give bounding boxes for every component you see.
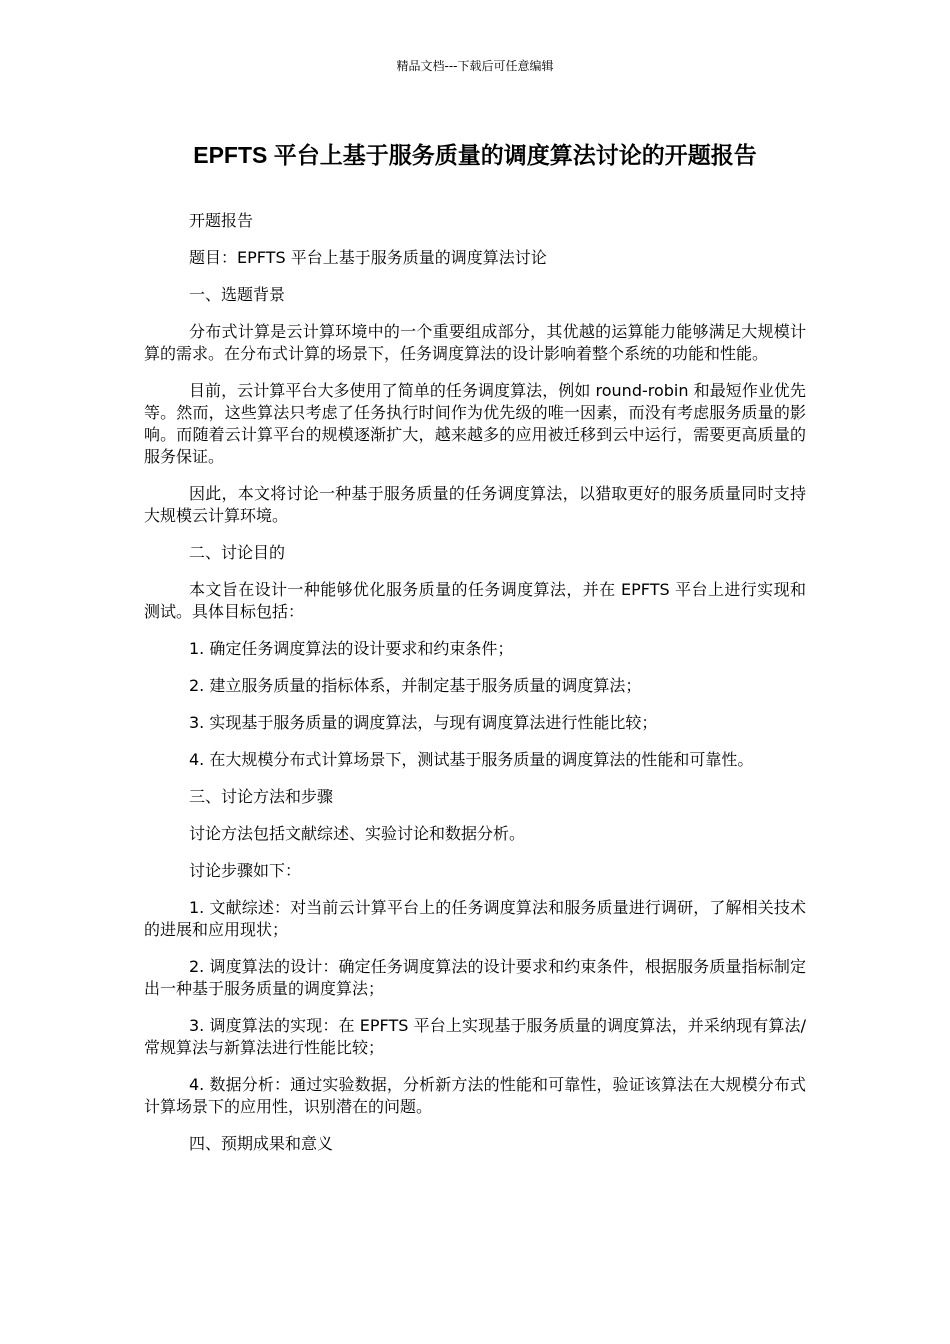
topic-line: 题目：EPFTS 平台上基于服务质量的调度算法讨论 [189, 248, 547, 267]
list-item: 3. 调度算法的实现：在 EPFTS 平台上实现基于服务质量的调度算法，并采纳现有算法/常规算法与新算法进行性能比较； [144, 1016, 806, 1057]
list-item: 3. 实现基于服务质量的调度算法，与现有调度算法进行性能比较； [189, 713, 658, 732]
list-item: 1. 确定任务调度算法的设计要求和约束条件； [189, 639, 514, 658]
paragraph: 目前，云计算平台大多使用了简单的任务调度算法，例如 round-robin 和最短作业优先等。然而，这些算法只考虑了任务执行时间作为优先级的唯一因素，而没有考虑服务质量的影响。而随着云计算平台的规模逐渐扩大，越来越多的应用被迁移到云中运行，需要更高质量的服务保证。 [144, 381, 806, 466]
section-heading-purpose: 二、讨论目的 [189, 543, 286, 562]
section-heading-methods: 三、讨论方法和步骤 [189, 787, 334, 806]
document-body [144, 210, 806, 1170]
section-heading-outcomes: 四、预期成果和意义 [189, 1134, 334, 1153]
header-note: 精品文档---下载后可任意编辑 [396, 59, 554, 73]
list-item: 2. 调度算法的设计：确定任务调度算法的设计要求和约束条件，根据服务质量指标制定出一种基于服务质量的调度算法； [144, 957, 806, 998]
paragraph: 本文旨在设计一种能够优化服务质量的任务调度算法，并在 EPFTS 平台上进行实现和测试。具体目标包括： [144, 580, 806, 621]
list-item: 4. 数据分析：通过实验数据，分析新方法的性能和可靠性，验证该算法在大规模分布式计算场景下的应用性，识别潜在的问题。 [144, 1075, 806, 1116]
list-item: 4. 在大规模分布式计算场景下，测试基于服务质量的调度算法的性能和可靠性。 [189, 750, 754, 769]
list-item: 1. 文献综述：对当前云计算平台上的任务调度算法和服务质量进行调研，了解相关技术的进展和应用现状； [144, 898, 806, 939]
section-label: 开题报告 [189, 211, 254, 230]
document-title: EPFTS 平台上基于服务质量的调度算法讨论的开题报告 [193, 142, 757, 168]
paragraph: 讨论步骤如下： [189, 861, 302, 880]
section-heading-background: 一、选题背景 [189, 285, 286, 304]
paragraph: 因此，本文将讨论一种基于服务质量的任务调度算法，以猎取更好的服务质量同时支持大规模云计算环境。 [144, 484, 806, 525]
paragraph: 讨论方法包括文献综述、实验讨论和数据分析。 [189, 824, 526, 843]
paragraph: 分布式计算是云计算环境中的一个重要组成部分，其优越的运算能力能够满足大规模计算的需求。在分布式计算的场景下，任务调度算法的设计影响着整个系统的功能和性能。 [144, 322, 806, 363]
list-item: 2. 建立服务质量的指标体系，并制定基于服务质量的调度算法； [189, 676, 642, 695]
